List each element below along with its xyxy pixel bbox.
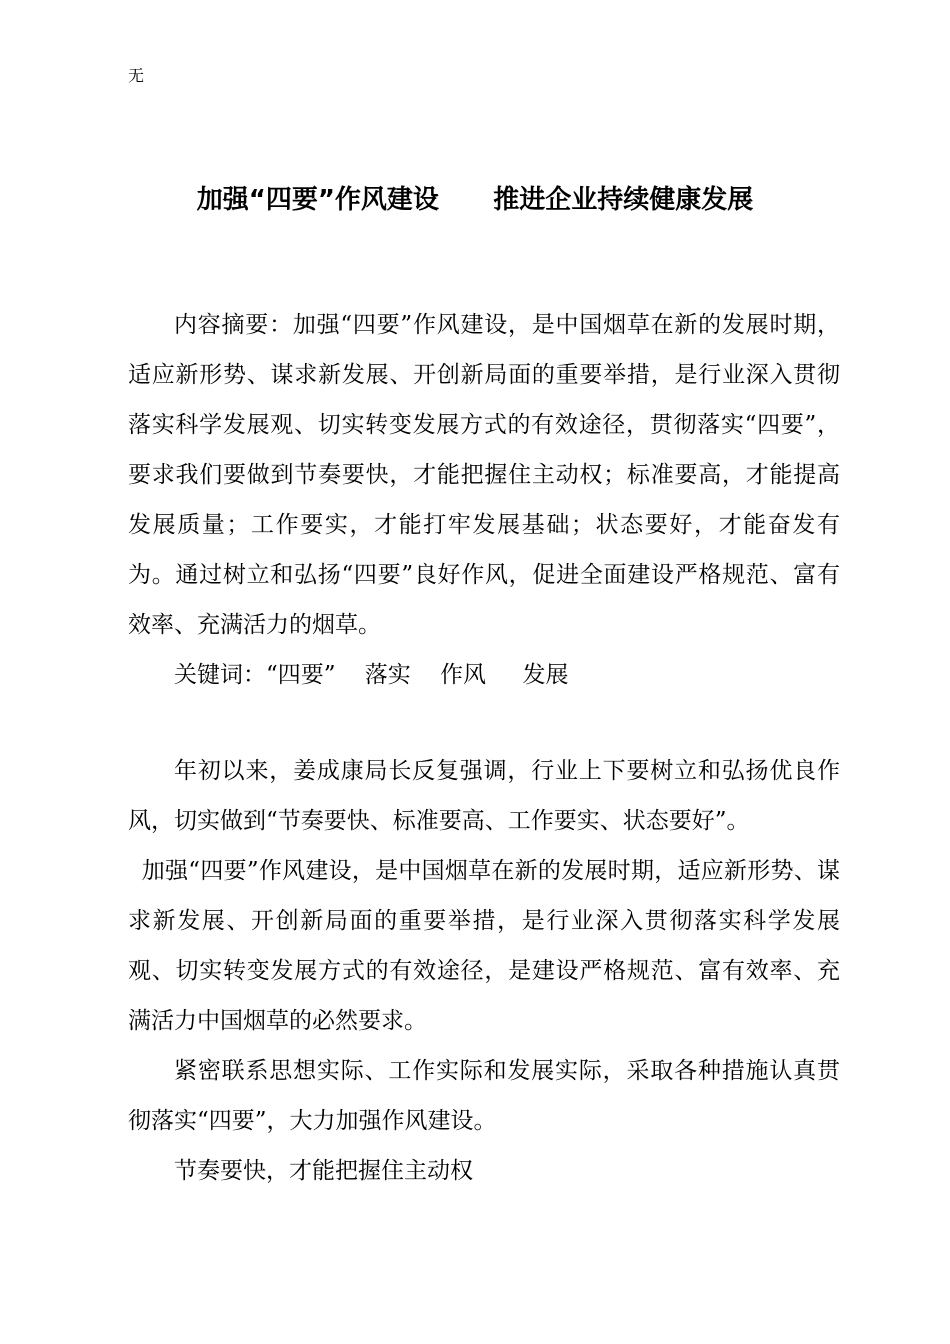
body-paragraph-2: 加强“四要”作风建设，是中国烟草在新的发展时期，适应新形势、谋求新发展、开创新局面的重要举措，是行业深入贯彻落实科学发展观、切实转变发展方式的有效途径，是建设严格规范、富有效率、充满活力中国烟草的必然要求。 [128,858,840,1034]
main-body [128,746,840,1196]
document-title: 加强“四要”作风建设 推进企业持续健康发展 [196,185,754,215]
abstract-section [128,300,840,700]
section-heading: 节奏要快，才能把握住主动权 [174,1158,473,1184]
keywords-line: 关键词：“四要” 落实 作风 发展 [174,662,569,688]
body-paragraph-1: 年初以来，姜成康局长反复强调，行业上下要树立和弘扬优良作风，切实做到“节奏要快、标准要高、工作要实、状态要好”。 [128,758,840,834]
header-mark: 无 [128,66,145,85]
abstract-paragraph: 内容摘要：加强“四要”作风建设，是中国烟草在新的发展时期，适应新形势、谋求新发展、开创新局面的重要举措，是行业深入贯彻落实科学发展观、切实转变发展方式的有效途径，贯彻落实“四要”，要求我们要做到节奏要快，才能把握住主动权；标准要高，才能提高发展质量；工作要实，才能打牢发展基础；状态要好，才能奋发有为。通过树立和弘扬“四要”良好作风，促进全面建设严格规范、富有效率、充满活力的烟草。 [128,312,840,638]
body-paragraph-3: 紧密联系思想实际、工作实际和发展实际，采取各种措施认真贯彻落实“四要”，大力加强作风建设。 [128,1058,840,1134]
